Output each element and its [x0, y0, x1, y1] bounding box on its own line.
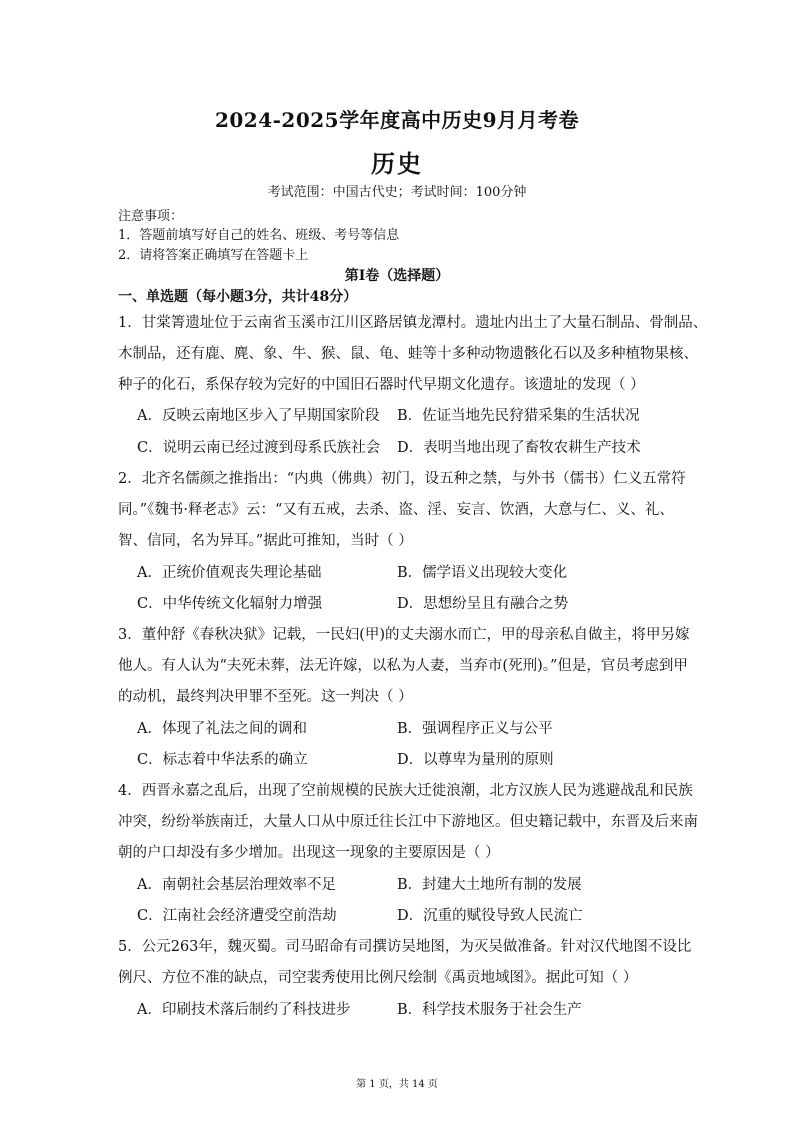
question-2-line: 智、信同，名为异耳。”据此可推知，当时（ ） [118, 533, 413, 549]
question-2-option-d: D．思想纷呈且有融合之势 [397, 596, 569, 612]
notes-item: 2．请将答案正确填写在答题卡上 [118, 248, 309, 263]
question-3-option-a: A．体现了礼法之间的调和 [137, 721, 307, 737]
page-footer: 第 1 页，共 14 页 [356, 1079, 438, 1090]
question-1-option-c: C．说明云南已经过渡到母系氏族社会 [137, 440, 381, 456]
question-4-line: 4．西晋永嘉之乱后，出现了空前规模的民族大迁徙浪潮，北方汉族人民为逃避战乱和民族 [118, 783, 693, 799]
question-3-line: 他人。有人认为“夫死未葬，法无许嫁，以私为人妻，当弃市(死刑)。”但是，官员考虑到甲 [118, 658, 688, 674]
section-title: 第I卷（选择题） [344, 268, 450, 284]
question-5-option-a: A．印刷技术落后制约了科技进步 [137, 1002, 351, 1018]
subject-heading: 历史 [371, 149, 423, 178]
question-3-line: 3．董仲舒《春秋决狱》记载，一民妇(甲)的丈夫溺水而亡，甲的母亲私自做主，将甲另嫁 [118, 627, 690, 643]
question-4-line: 朝的户口却没有多少增加。出现这一现象的主要原因是（ ） [118, 845, 500, 861]
question-1-line: 种子的化石，系保存较为完好的中国旧石器时代早期文化遗存。该遗址的发现（ ） [118, 377, 645, 393]
part-title: 一、单选题（每小题3分，共计48分） [118, 289, 358, 305]
notes-heading: 注意事项： [118, 209, 184, 224]
question-4-option-c: C．江南社会经济遭受空前浩劫 [137, 908, 337, 924]
question-3-option-b: B．强调程序正义与公平 [397, 721, 553, 737]
question-2-line: 2．北齐名儒颜之推指出：“内典（佛典）初门，设五种之禁，与外书（儒书）仁义五常符 [118, 471, 686, 487]
question-5-line: 5．公元263年，魏灭蜀。司马昭命有司撰访吴地图，为灭吴做准备。针对汉代地图不设比 [118, 939, 692, 955]
question-4-option-a: A．南朝社会基层治理效率不足 [137, 877, 336, 893]
question-1-option-d: D．表明当地出现了畜牧农耕生产技术 [397, 440, 641, 456]
notes-item: 1．答题前填写好自己的姓名、班级、考号等信息 [118, 228, 400, 243]
question-2-option-c: C．中华传统文化辐射力增强 [137, 596, 323, 612]
question-2-line: 同。”《魏书·释老志》云：“又有五戒，去杀、盗、淫、妄言、饮酒，大意与仁、义、礼、 [118, 502, 674, 518]
question-2-option-b: B．儒学语义出现较大变化 [397, 565, 568, 581]
question-1-option-b: B．佐证当地先民狩猎采集的生活状况 [397, 408, 640, 424]
question-3-line: 的动机，最终判决甲罪不至死。这一判决（ ） [118, 689, 413, 705]
exam-title: 2024-2025学年度高中历史9月月考卷 [214, 108, 580, 132]
question-4-option-d: D．沉重的赋役导致人民流亡 [397, 908, 583, 924]
question-1-option-a: A．反映云南地区步入了早期国家阶段 [137, 408, 380, 424]
exam-info: 考试范围：中国古代史；考试时间：100分钟 [267, 185, 527, 200]
question-4-option-b: B．封建大土地所有制的发展 [397, 877, 582, 893]
question-1-line: 1．甘棠箐遗址位于云南省玉溪市江川区路居镇龙潭村。遗址内出土了大量石制品、骨制品、 [118, 315, 708, 331]
question-1-line: 木制品，还有鹿、麂、象、牛、猴、鼠、龟、蛙等十多种动物遗骸化石以及多种植物果核、 [118, 346, 698, 362]
question-4-line: 冲突，纷纷举族南迁，大量人口从中原迁往长江中下游地区。但史籍记载中，东晋及后来南 [118, 814, 698, 830]
question-3-option-d: D．以尊卑为量刑的原则 [397, 752, 554, 768]
question-3-option-c: C．标志着中华法系的确立 [137, 752, 308, 768]
question-5-line: 例尺、方位不准的缺点，司空裴秀使用比例尺绘制《禹贡地域图》。据此可知（ ） [118, 970, 638, 986]
question-2-option-a: A．正统价值观丧失理论基础 [137, 565, 322, 581]
question-5-option-b: B．科学技术服务于社会生产 [397, 1002, 582, 1018]
